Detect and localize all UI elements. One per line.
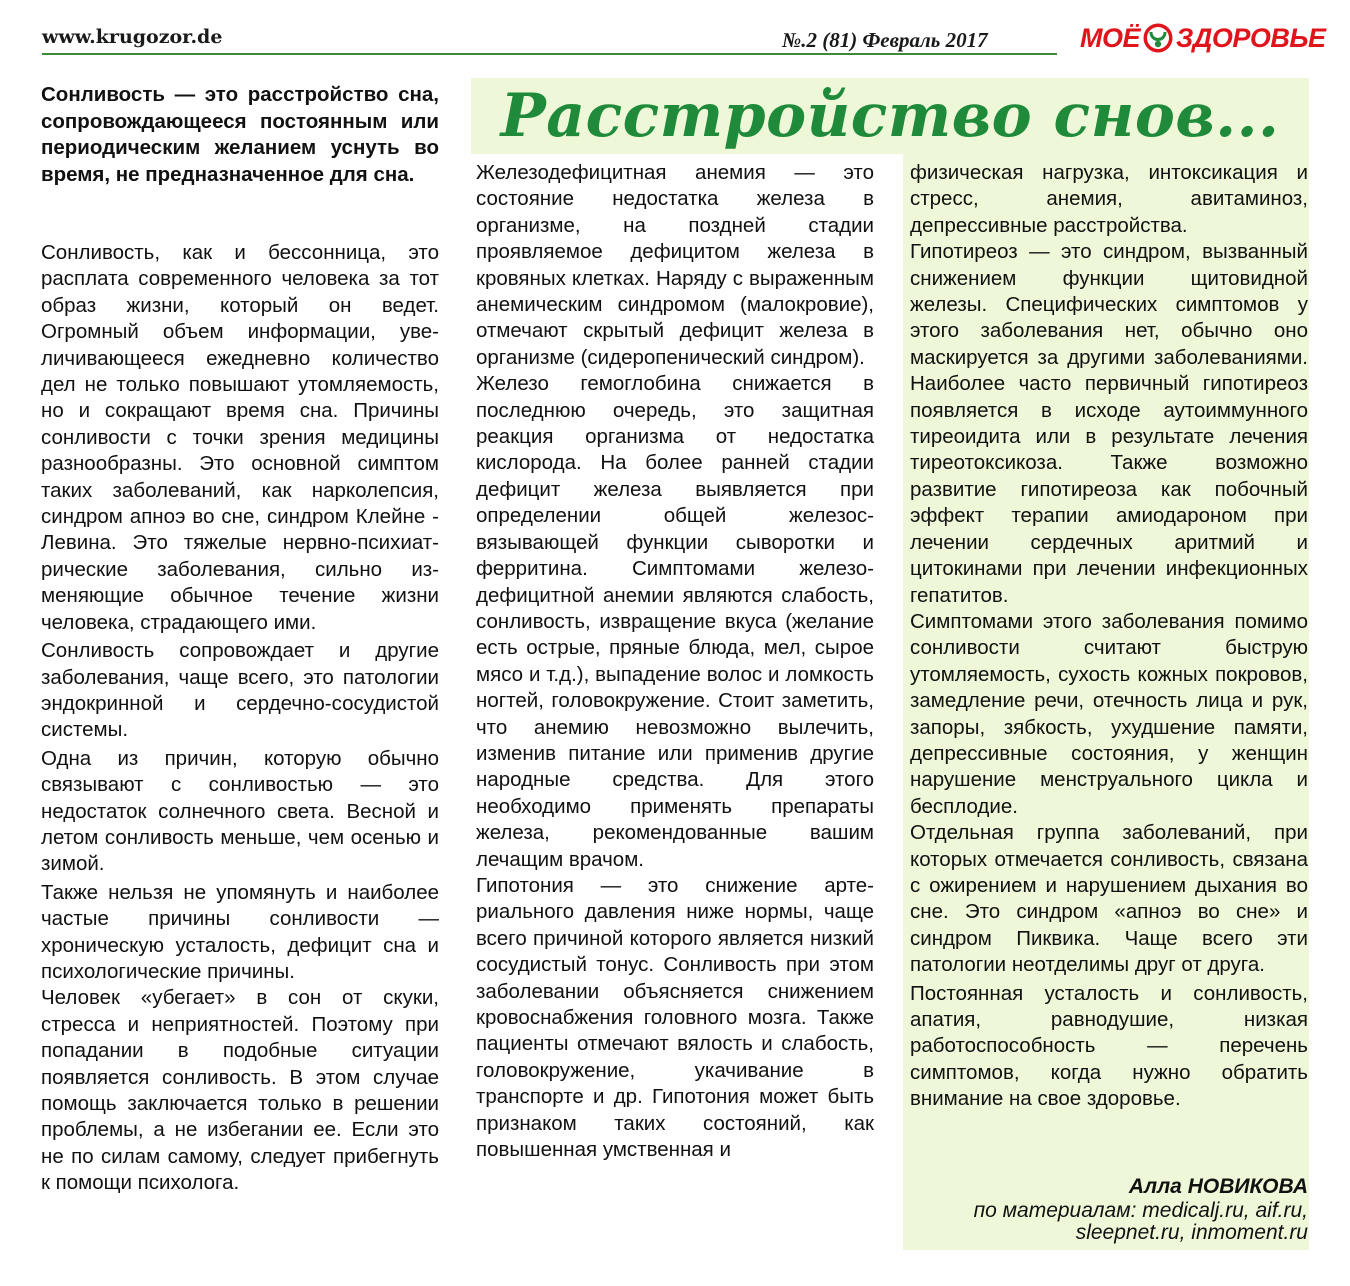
paragraph: Железодефицитная анемия — это состояние недостатка железа в организме, на поздней стадии проявляемое дефицитом железа в кровяных клетках. Наряду с выраженным анемическим синдромом (малокровие), отмечают скрытый дефицит железа в организме (сидеропенический синдром). (476, 161, 874, 369)
paragraph: Сонливость сопровождает и другие заболевания, чаще всего, это патологии эндокринной и сердечно-сосудистой системы. (41, 639, 439, 742)
issue-info: №.2 (81) Февраль 2017 (782, 28, 988, 52)
paragraph: Отдельная группа заболеваний, при которых отмечается сонливость, связана с ожирением и нарушением дыхания во сне. Это синдром «апноэ во сне» и синдром Пиквика. Чаще всего эти патологии неотделимы друг от друга. (910, 821, 1308, 977)
paragraph: Постоянная усталость и сонливость, апатия, равнодушие, низкая работоспособность — перечень симптомов, когда нужно обратить внимание на свое здоровье. (910, 981, 1308, 1111)
author-first-name: Алла (1128, 1175, 1182, 1198)
column-3 (910, 160, 1308, 1113)
paragraph: физическая нагрузка, интоксикация и стресс, анемия, авитаминоз, депрессивные расстройства. (910, 161, 1308, 237)
article-title: Расстройство снов... (500, 81, 1280, 151)
column-2 (476, 160, 874, 1163)
title-band (471, 78, 1309, 154)
sources-line-2: sleepnet.ru, inmoment.ru (1075, 1221, 1308, 1244)
site-url: www.krugozor.de (42, 26, 223, 48)
paragraph: Железо гемоглобина снижается в последнюю очередь, это защитная реакция организма от недостатка кислорода. На более ранней стадии дефицит железа выявляется при определении общей железосвязывающей функции сыворотки и ферритина. Симптомами железодефицитной анемии являются слабость, сонливость, извращение вкуса (желание есть острые, пряные блюда, мел, сырое мясо и т.д.), выпадение волос и ломкость ногтей, головокружение. Стоит заметить, что анемию невозможно вылечить, изменив питание или применив другие народные средства. Для этого необходимо применять препараты железа, рекомендованные вашим лечащим врачом. (476, 372, 874, 871)
stethoscope-heart-icon (1142, 22, 1174, 54)
paragraph: Также нельзя не упомянуть и наиболее частые причины сонливости — хроническую усталость, дефицит сна и психологические причины. (41, 880, 439, 983)
paragraph: Человек «убегает» в сон от скуки, стресса и неприятностей. Поэтому при попадании в подобные ситуации появляется сонливость. В этом случае помощь заключается только в решении проблемы, а не избегании ее. Если это не по силам самому, следует прибегнуть к помощи психолога. (41, 986, 439, 1195)
paragraph: Одна из причин, которую обычно связывают с сонливостью — это недостаток солнечного света. Весной и летом сонливость меньше, чем осенью и зимой. (41, 746, 439, 876)
paragraph: Гипотония — это снижение артериального давления ниже нормы, чаще всего причиной которого является низкий сосудистый тонус. Сонливость при этом заболевании объясняется снижением кровоснабжения головного мозга. Также пациенты отмечают вялость и слабость, головокружение, укачивание в транспорте и др. Гипотония может быть признаком таких состояний, как повышенная умственная и (476, 873, 874, 1162)
paragraph: Гипотиреоз — это синдром, вызванный снижением функции щитовидной железы. Специфических симптомов у этого заболевания нет, обычно оно маскируется за другими заболеваниями. Наиболее часто первичный гипотиреоз появляется в исходе аутоиммунного тиреоидита или в результате лечения тиреотоксикоза. Также возможно развитие гипотиреоза как побочный эффект терапии амиодароном при лечении сердечных аритмий и цитокинами при лечении инфекционных гепатитов. (910, 240, 1308, 607)
paragraph: Симптомами этого заболевания помимо сонливости считают быструю утомляемость, сухость кожных покровов, замедление речи, отечность лица и рук, запоры, зябкость, ухудшение памяти, депрессивные состояния, у женщин нарушение менструального цикла и бесплодие. (910, 609, 1308, 818)
author-byline (910, 1174, 1308, 1200)
brand-left: МОЁ (1080, 22, 1141, 53)
header-rule (42, 53, 1057, 55)
sources-line-1: по материалам: medicalj.ru, aif.ru, (973, 1199, 1308, 1222)
brand-right: ЗДОРОВЬЕ (1176, 22, 1326, 53)
author-last-name: НОВИКОВА (1187, 1175, 1308, 1198)
sources (910, 1200, 1308, 1244)
paragraph: Сонливость, как и бессонница, это расплата современного человека за тот образ жизни, который он ведет. Огромный объем информации, увеличивающееся ежедневно количество дел не только повышают утомляемость, но и сокращают время сна. Причины сонливости с точки зрения медицины разнообразны. Это основной симптом таких заболеваний, как нарколепсия, синдром апноэ во сне, синдром Клейне - Левина. Это тяжелые нервно-психиатрические заболевания, сильно изменяющие обычное течение жизни человека, страдающего ими. (41, 241, 439, 634)
brand-logo (1080, 20, 1326, 56)
column-1 (41, 240, 439, 1197)
page-header (42, 22, 1326, 58)
article-lead: Сонливость — это расстройство сна, сопровождающееся постоянным или периодическим желанием уснуть во время, не предназначенное для сна. (41, 83, 439, 186)
